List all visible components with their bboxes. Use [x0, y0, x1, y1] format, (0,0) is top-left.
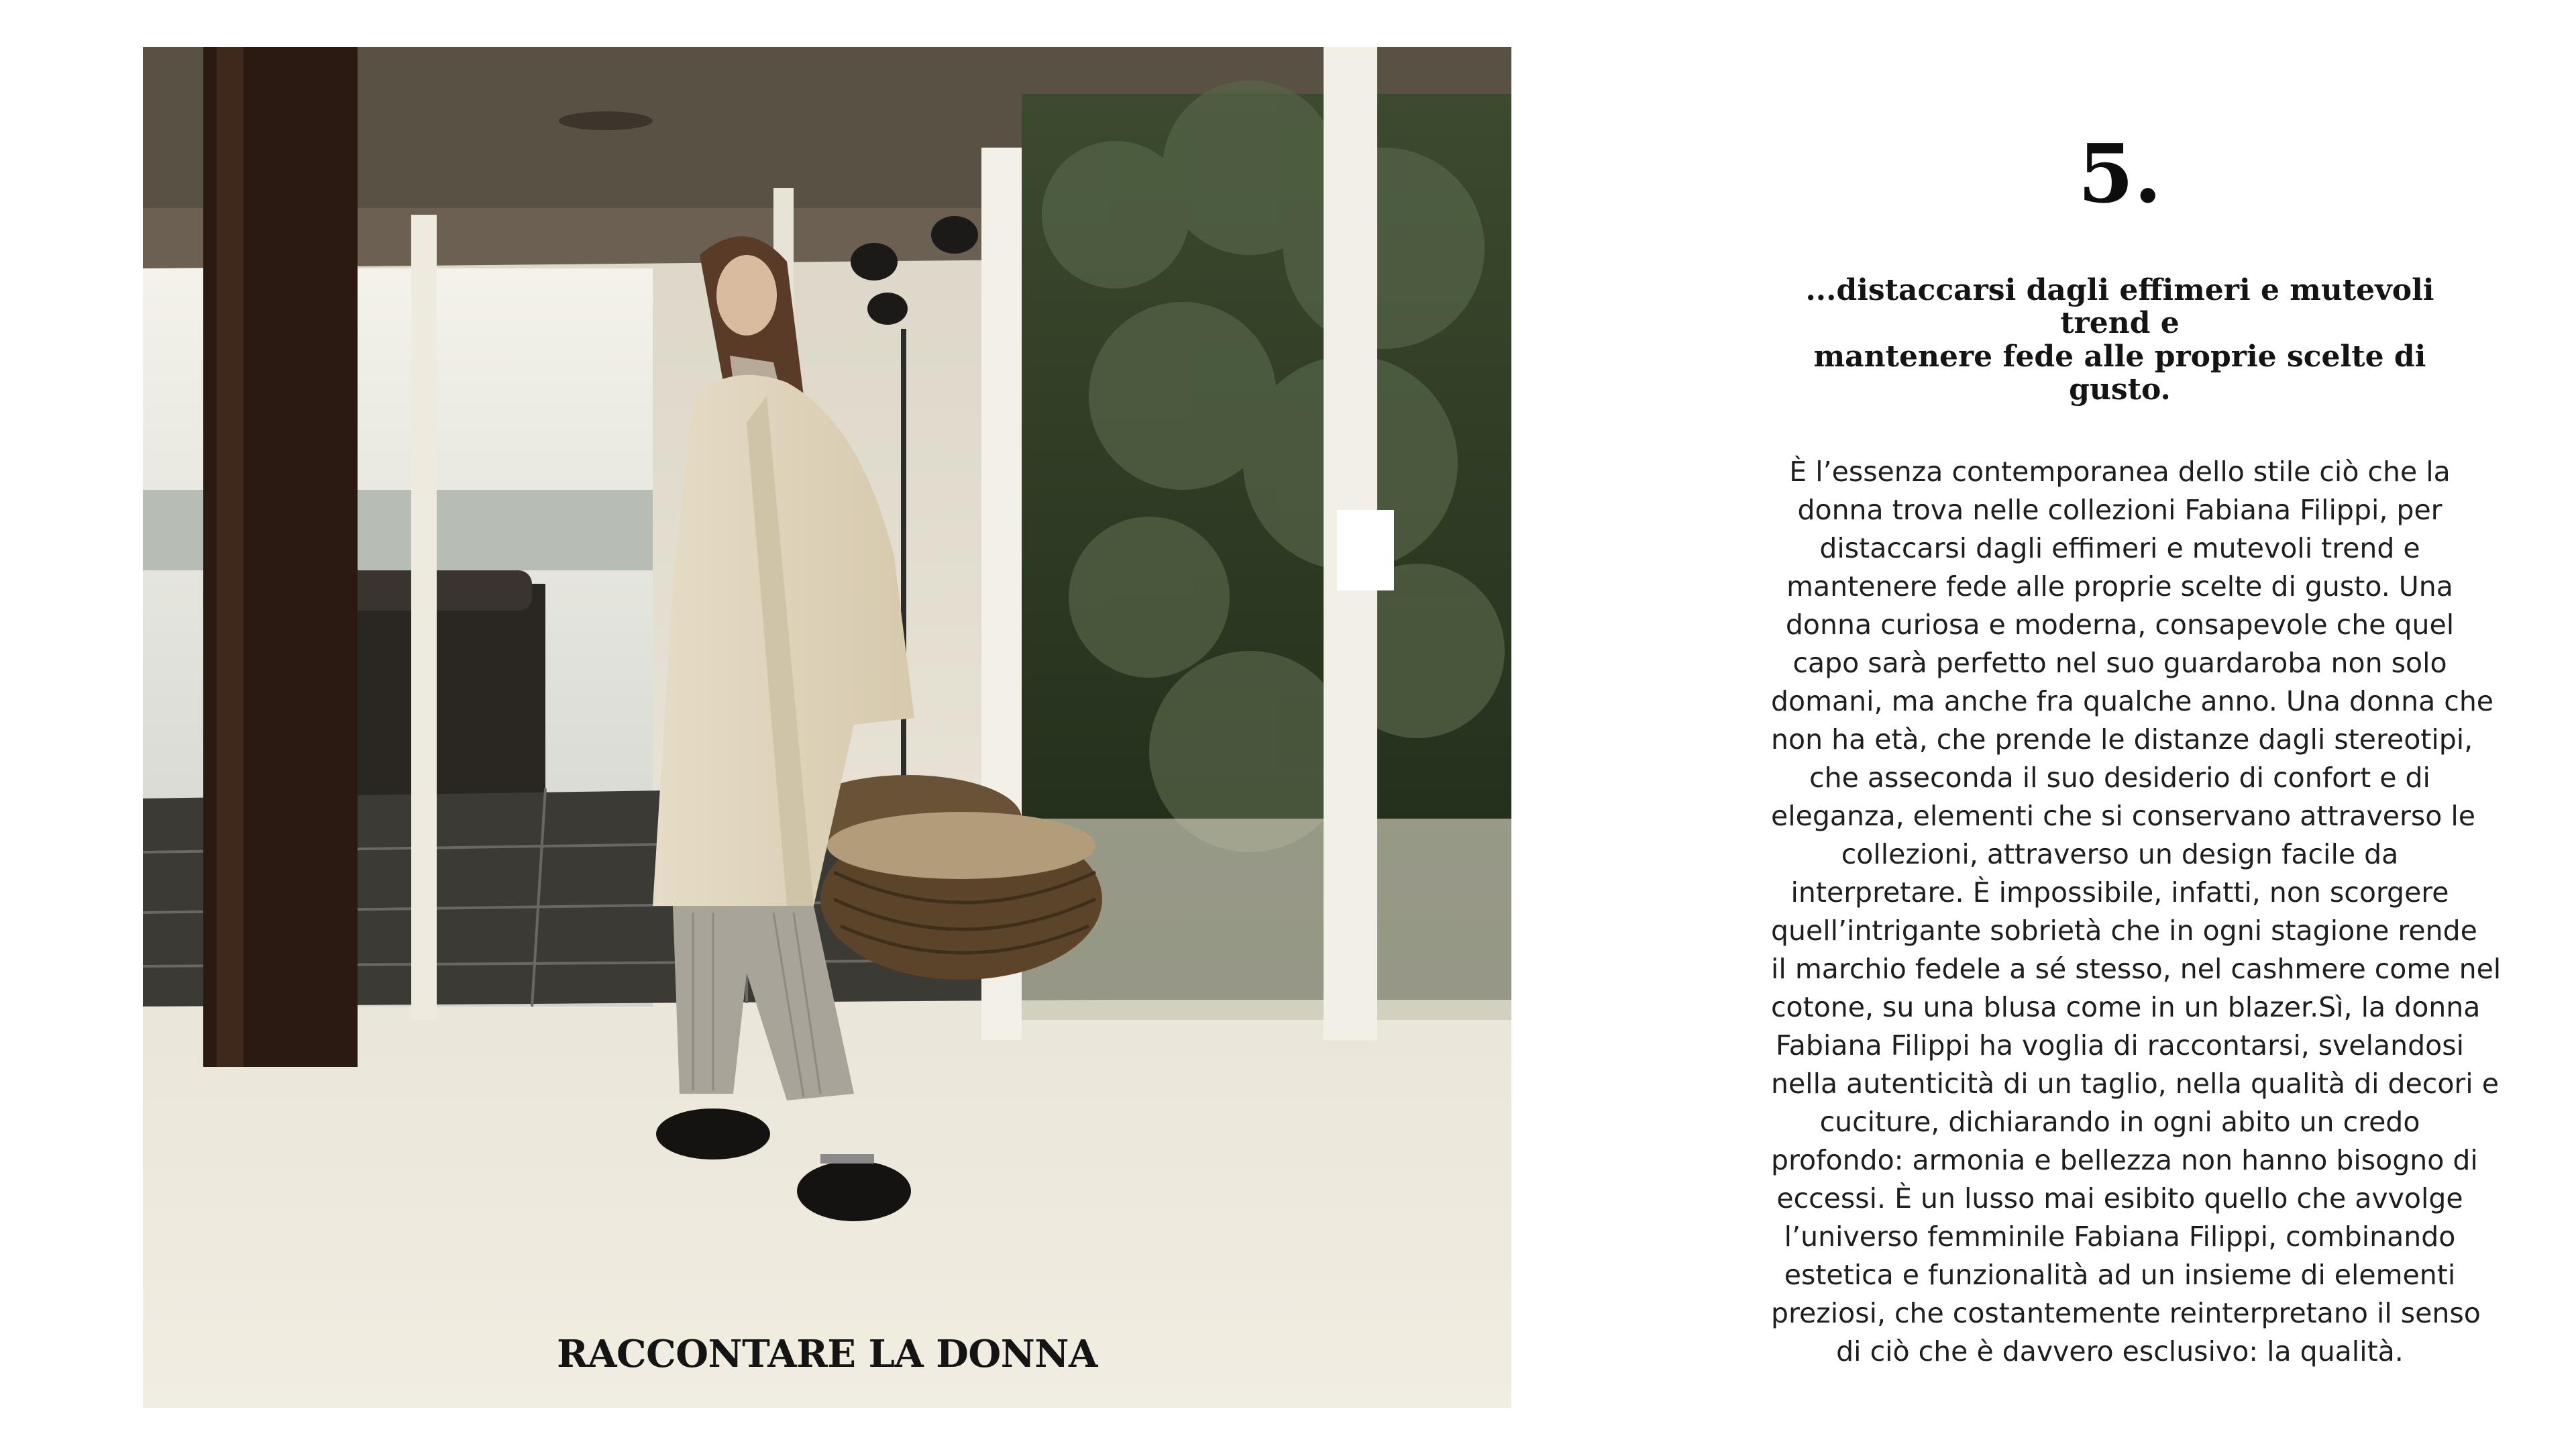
body-line: preziosi, che costantemente reinterpretano il senso — [1771, 1297, 2481, 1330]
body-line: capo sarà perfetto nel suo guardaroba non solo — [1792, 647, 2447, 680]
body-line: quell’intrigante sobrietà che in ogni stagione rende — [1771, 915, 2477, 947]
body-line: nella autenticità di un taglio, nella qualità di decori e — [1771, 1068, 2499, 1100]
body-line: È l’essenza contemporanea dello stile ciò che la — [1789, 456, 2451, 488]
photo-caption: RACCONTARE LA DONNA — [557, 1332, 1097, 1376]
body-line: distaccarsi dagli effimeri e mutevoli trend e — [1819, 532, 2420, 565]
body-line: donna trova nelle collezioni Fabiana Filippi, per — [1797, 494, 2443, 527]
body-line: interpretare. È impossibile, infatti, non scorgere — [1790, 876, 2449, 909]
article-body — [1771, 453, 2502, 1371]
article-headline — [1771, 274, 2469, 406]
body-line: eccessi. È un lusso mai esibito quello che avvolge — [1776, 1182, 2463, 1215]
page-number: 5. — [2078, 127, 2162, 221]
body-line: collezioni, attraverso un design facile da — [1841, 838, 2399, 871]
body-line: l’universo femminile Fabiana Filippi, combinando — [1784, 1221, 2456, 1253]
body-line: Fabiana Filippi ha voglia di raccontarsi, svelandosi — [1775, 1029, 2464, 1062]
body-line: cuciture, dichiarando in ogni abito un credo — [1819, 1106, 2420, 1139]
body-line: profondo: armonia e bellezza non hanno bisogno di — [1771, 1144, 2478, 1177]
article-column — [1771, 127, 2502, 1371]
headline-line: mantenere fede alle proprie scelte di gusto. — [1813, 339, 2426, 407]
body-line: mantenere fede alle proprie scelte di gusto. Una — [1786, 570, 2453, 603]
body-line: domani, ma anche fra qualche anno. Una donna che — [1771, 685, 2494, 718]
body-line: che asseconda il suo desiderio di confort e di — [1809, 762, 2430, 794]
headline-line: ...distaccarsi dagli effimeri e mutevoli trend e — [1805, 273, 2434, 341]
body-line: eleganza, elementi che si conservano attraverso le — [1771, 800, 2475, 833]
body-line: non ha età, che prende le distanze dagli stereotipi, — [1771, 723, 2473, 756]
body-line: estetica e funzionalità ad un insieme di elementi — [1784, 1259, 2456, 1292]
body-line: il marchio fedele a sé stesso, nel cashmere come nel — [1771, 953, 2502, 986]
fashion-photo-illustration — [143, 47, 1511, 1408]
body-line: donna curiosa e moderna, consapevole che quel — [1785, 609, 2455, 641]
body-line: di ciò che è davvero esclusivo: la qualità. — [1836, 1335, 2404, 1368]
fashion-photo — [143, 47, 1511, 1408]
body-line: cotone, su una blusa come in un blazer.Sì, la donna — [1771, 991, 2481, 1024]
